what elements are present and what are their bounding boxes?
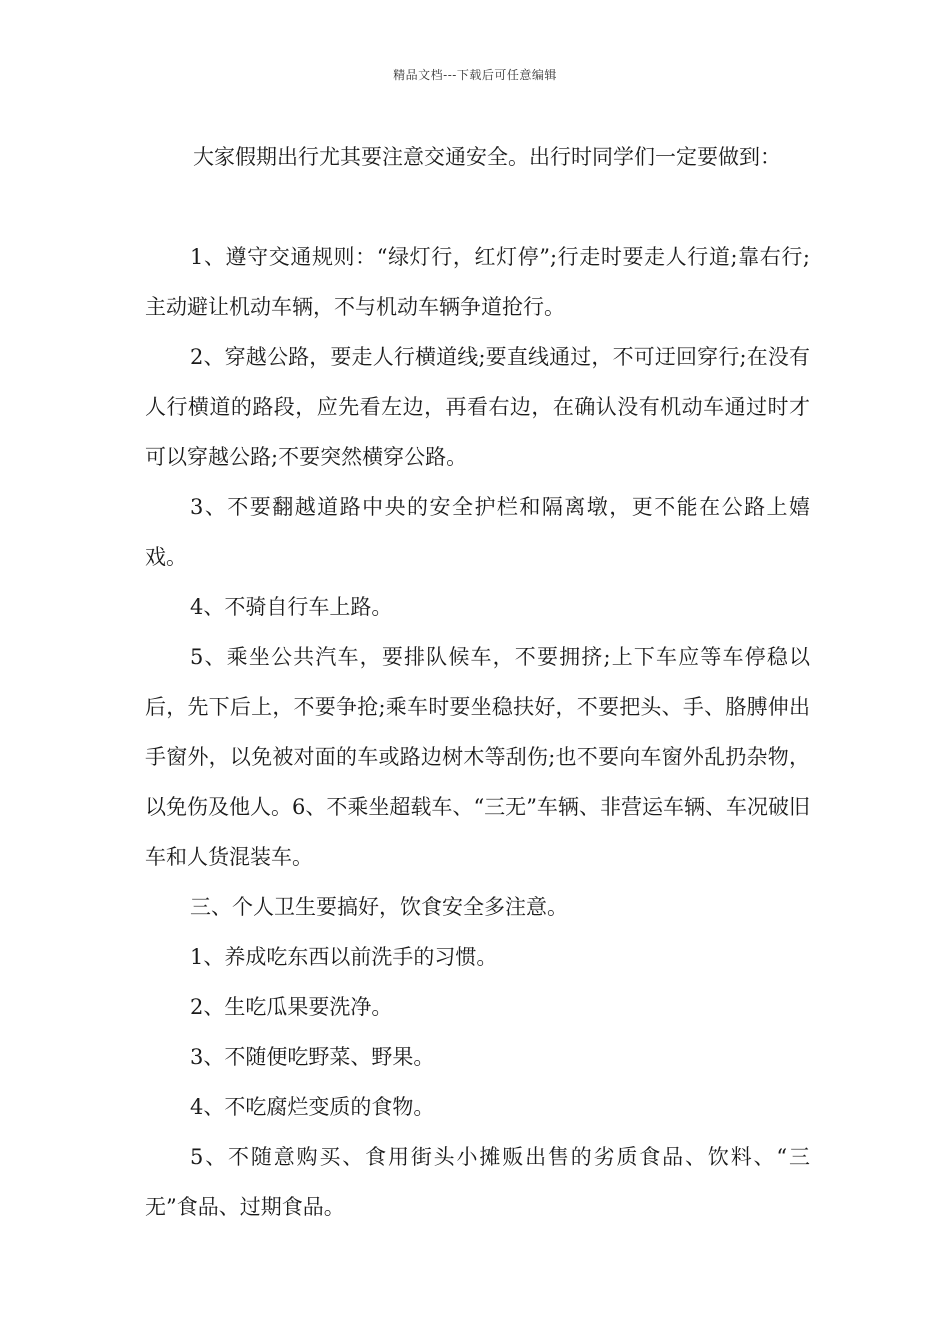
intro-paragraph: 大家假期出行尤其要注意交通安全。出行时同学们一定要做到： xyxy=(193,145,781,169)
paragraph-wash-fruit: 2、生吃瓜果要洗净。 xyxy=(190,995,393,1019)
paragraph-bus-riding: 5、乘坐公共汽车，要排队候车，不要拥挤;上下车应等车停稳以后，先下后上，不要争抢;乘车时要坐稳扶好，不要把头、手、胳膊伸出手窗外，以免被对面的车或路边树木等刮伤;也不要向车窗外乱扔杂物，以免伤及他人。6、不乘坐超载车、“三无”车辆、非营运车辆、车况破旧车和人货混装车。 xyxy=(145,645,810,869)
section-heading-hygiene: 三、个人卫生要搞好，饮食安全多注意。 xyxy=(190,895,568,919)
paragraph-street-food: 5、不随意购买、食用街头小摊贩出售的劣质食品、饮料、“三无”食品、过期食品。 xyxy=(145,1145,810,1219)
paragraph-traffic-rules: 1、遵守交通规则：“绿灯行，红灯停”;行走时要走人行道;靠右行;主动避让机动车辆，不与机动车辆争道抢行。 xyxy=(145,245,810,319)
document-body xyxy=(145,132,810,1232)
page-header: 精品文档---下载后可任意编辑 xyxy=(393,68,557,82)
paragraph-crossing-road: 2、穿越公路，要走人行横道线;要直线通过，不可迂回穿行;在没有人行横道的路段，应先看左边，再看右边，在确认没有机动车通过时才可以穿越公路;不要突然横穿公路。 xyxy=(145,345,810,469)
paragraph-no-bicycle: 4、不骑自行车上路。 xyxy=(190,595,393,619)
paragraph-wild-food: 3、不随便吃野菜、野果。 xyxy=(190,1045,435,1069)
paragraph-spoiled-food: 4、不吃腐烂变质的食物。 xyxy=(190,1095,435,1119)
paragraph-wash-hands: 1、养成吃东西以前洗手的习惯。 xyxy=(190,945,498,969)
paragraph-no-climbing: 3、不要翻越道路中央的安全护栏和隔离墩，更不能在公路上嬉戏。 xyxy=(145,495,810,569)
